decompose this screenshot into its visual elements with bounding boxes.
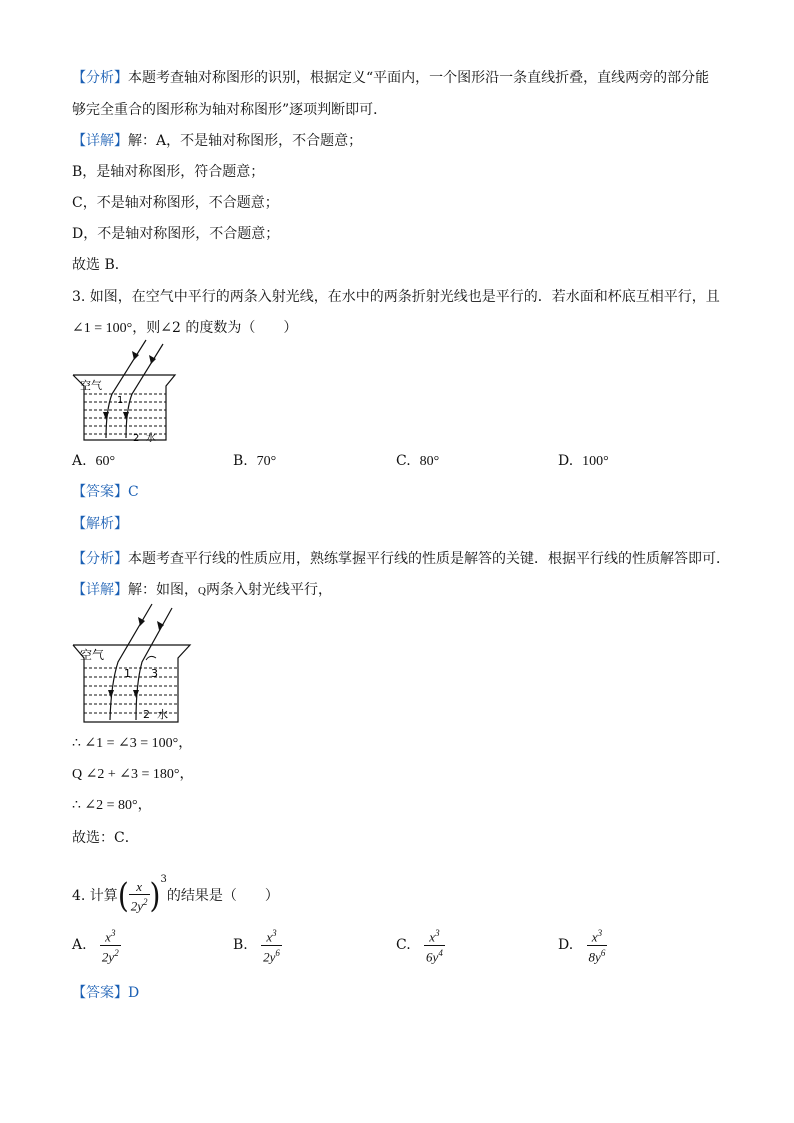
- q3-stem-line2: ∠1 = 100°，则∠2 的度数为（ ）: [72, 320, 298, 336]
- q4-option-d: D. $\frac{x^3}{8y^6}$: [558, 928, 606, 964]
- q3-option-d: D. 100°: [558, 453, 609, 469]
- angle-label-3: 3: [151, 667, 158, 680]
- q3-step3: ∴ ∠2 = 80°，: [72, 798, 152, 813]
- q2-detail-b: B，是轴对称图形，符合题意；: [72, 164, 265, 180]
- air-label: 空气: [80, 648, 105, 662]
- q4-fraction: $\frac{x}{2y^2}$: [130, 878, 148, 914]
- angle-1-value: ∠1 = 100°: [72, 321, 133, 336]
- light-ray-right: [126, 344, 163, 438]
- q2-detail-c: C，不是轴对称图形，不合题意；: [72, 195, 279, 211]
- q3-option-a: A. 60°: [72, 453, 116, 469]
- q2-conclusion: 故选 B．: [72, 257, 129, 273]
- arrow-icon: [133, 690, 139, 698]
- water-label: 水: [157, 708, 168, 721]
- angle-label-1: 1: [124, 667, 131, 680]
- q2-analysis-line1: 【分析】本题考查轴对称图形的识别，根据定义“平面内，一个图形沿一条直线折叠，直线两旁的部分能: [72, 70, 710, 86]
- q3-option-c: C. 80°: [396, 453, 440, 469]
- q2-detail-d: D，不是轴对称图形，不合题意；: [72, 226, 280, 242]
- detail-tag: 【详解】: [72, 133, 128, 149]
- q4-option-a: A. $\frac{x^3}{2y^2}$: [72, 928, 119, 964]
- q3-step1: ∴ ∠1 = ∠3 = 100°，: [72, 736, 193, 751]
- q3-analysis: 【分析】本题考查平行线的性质应用，熟练掌握平行线的性质是解答的关键．根据平行线的性质解答即可．: [72, 551, 730, 567]
- q3-stem-line1: 3. 如图，在空气中平行的两条入射光线，在水中的两条折射光线也是平行的．若水面和杯底互相平行，且: [72, 289, 720, 305]
- q4-option-c: C. $\frac{x^3}{6y^4}$: [396, 928, 443, 964]
- q3-detail-intro: 【详解】解：如图，Q两条入射光线平行，: [72, 582, 332, 598]
- q4-option-b: B. $\frac{x^3}{2y^6}$: [233, 928, 280, 964]
- arrow-icon: [108, 690, 114, 698]
- q4-answer: 【答案】D: [72, 985, 140, 1001]
- q3-conclusion: 故选：C．: [72, 830, 139, 846]
- light-ray-left: [110, 604, 152, 720]
- q3-answer: 【答案】C: [72, 484, 139, 500]
- angle-label-1: 1: [117, 395, 124, 406]
- angle-label-2: 2: [143, 708, 150, 721]
- arrow-icon: [103, 412, 109, 420]
- arrow-icon: [123, 412, 129, 420]
- q2-analysis-line2: 够完全重合的图形称为轴对称图形”逐项判断即可．: [72, 102, 388, 118]
- q3-option-b: B. 70°: [233, 453, 277, 469]
- q3-beaker-figure: [70, 338, 180, 446]
- q3-beaker-figure-detail: [70, 600, 195, 725]
- water-label: 水: [146, 433, 156, 444]
- q2-detail-a: 【详解】解：A，不是轴对称图形，不合题意；: [72, 133, 363, 149]
- q4-stem: 4. 计算( $\frac{x}{2y^2}$ )$^3$的结果是（ ）: [72, 874, 279, 916]
- light-ray-right: [136, 608, 172, 720]
- angle-label-2: 2: [133, 433, 140, 444]
- analysis-tag: 【分析】: [72, 70, 128, 86]
- air-label: 空气: [80, 379, 102, 392]
- q3-explain-tag: 【解析】: [72, 516, 128, 532]
- q3-step2: Q ∠2 + ∠3 = 180°，: [72, 767, 194, 782]
- angle-arc: [146, 656, 156, 660]
